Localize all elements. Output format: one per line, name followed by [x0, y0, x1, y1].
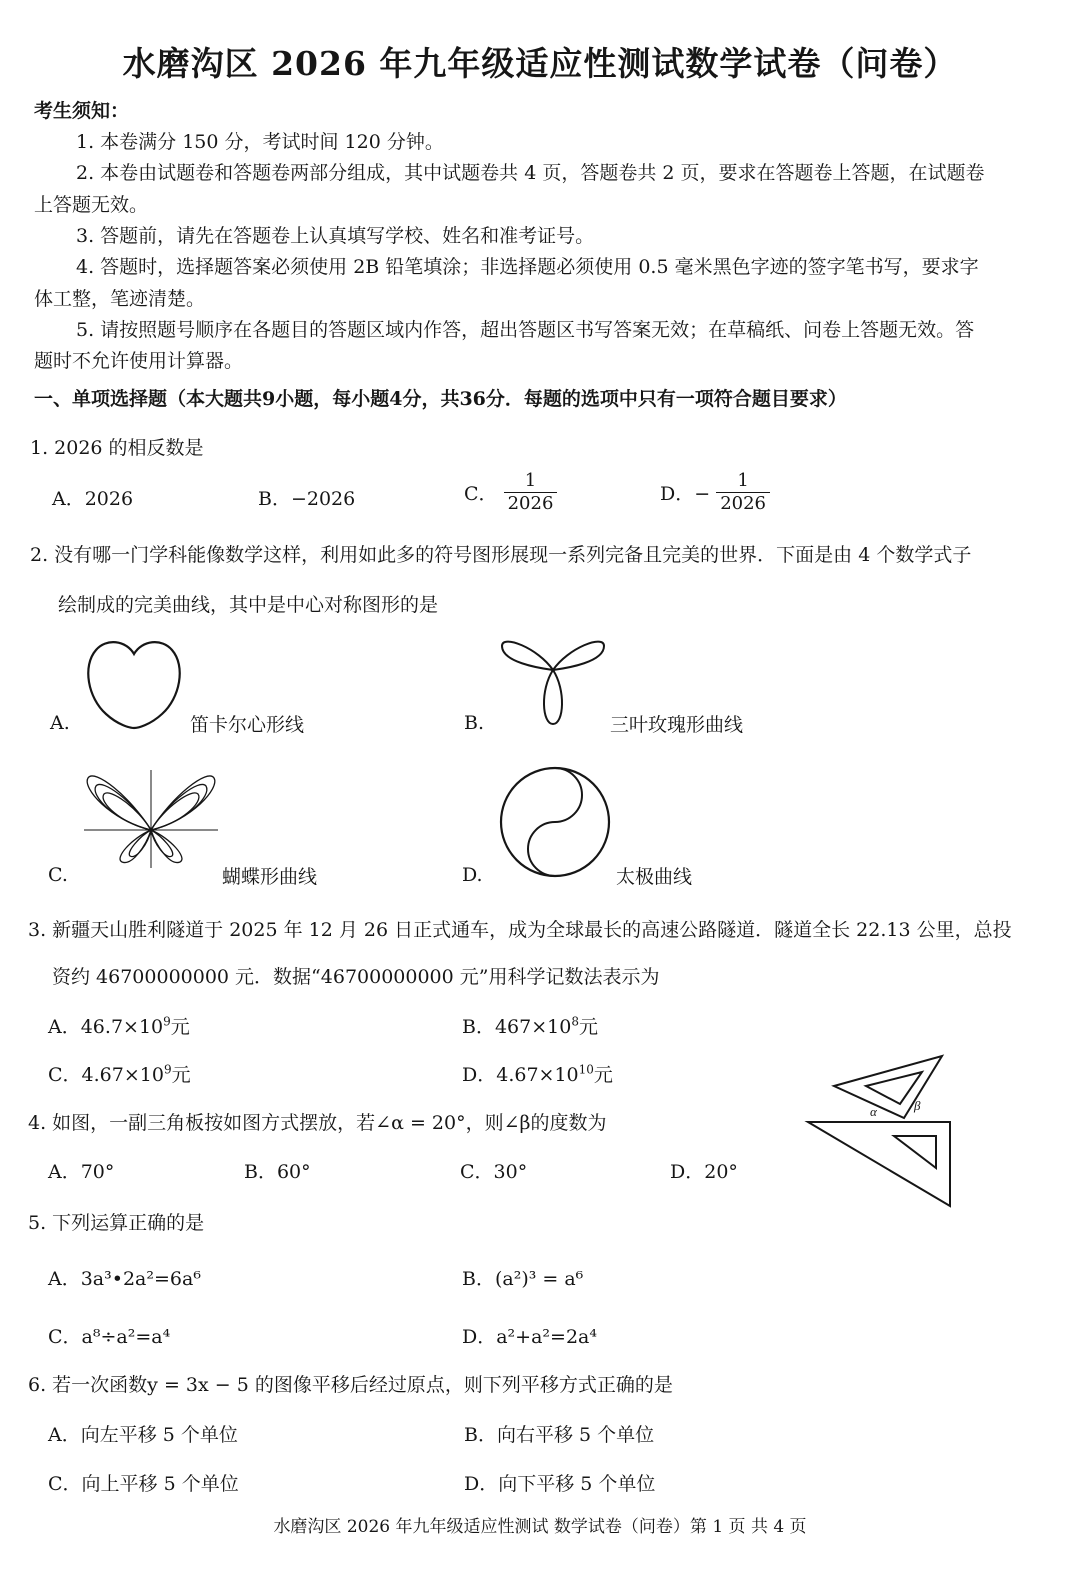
q6-option-a: A．向左平移 5 个单位 [48, 1424, 238, 1446]
page-footer: 水磨沟区 2026 年九年级适应性测试 数学试卷（问卷）第 1 页 共 4 页 [273, 1517, 807, 1537]
q2-option-a-name: 笛卡尔心形线 [190, 714, 305, 736]
notice-item: 5. 请按照题号顺序在各题目的答题区域内作答，超出答题区书写答案无效；在草稿纸、问卷上答题无效。答 [76, 319, 975, 341]
cardioid-figure [84, 636, 184, 731]
question-5-stem: 5. 下列运算正确的是 [28, 1212, 205, 1234]
q4-option-b: B．60° [244, 1161, 311, 1183]
notice-item: 4. 答题时，选择题答案必须使用 2B 铅笔填涂；非选择题必须使用 0.5 毫米黑色字迹的签字笔书写，要求字 [76, 256, 979, 278]
notice-item: 3. 答题前，请先在答题卷上认真填写学校、姓名和准考证号。 [76, 225, 595, 247]
notice-item: 2. 本卷由试题卷和答题卷两部分组成，其中试题卷共 4 页，答题卷共 2 页，要求在答题卷上答题，在试题卷 [76, 162, 985, 184]
q5-option-d: D．a²+a²=2a⁴ [462, 1326, 597, 1348]
q4-option-d: D．20° [670, 1161, 738, 1183]
question-3-stem-cont: 资约 46700000000 元．数据“46700000000 元”用科学记数法表示为 [52, 966, 660, 988]
notice-item: 1. 本卷满分 150 分，考试时间 120 分钟。 [76, 131, 444, 153]
question-4-stem: 4. 如图，一副三角板按如图方式摆放，若∠α = 20°，则∠β的度数为 [28, 1112, 607, 1134]
question-3-stem: 3. 新疆天山胜利隧道于 2025 年 12 月 26 日正式通车，成为全球最长的高速公路隧道．隧道全长 22.13 公里，总投 [28, 919, 1012, 941]
figure-beta-label: β [914, 1098, 921, 1113]
question-2-stem: 2. 没有哪一门学科能像数学这样，利用如此多的符号图形展现一系列完备且完美的世界．下面是由 4 个数学式子 [30, 544, 972, 566]
q4-option-a: A．70° [48, 1161, 115, 1183]
q4-option-c: C．30° [460, 1161, 528, 1183]
q2-option-c-name: 蝴蝶形曲线 [222, 866, 318, 888]
q2-option-a-label: A. [50, 712, 70, 734]
q1-option-b: B．−2026 [258, 488, 356, 510]
q1-option-c-label: C． [464, 483, 498, 505]
q6-option-b: B．向右平移 5 个单位 [464, 1424, 655, 1446]
q1-option-c-fraction: $\frac{1}{2026}$ [504, 470, 558, 515]
q3-option-c: C．$4.67\times 10^9$元 [48, 1062, 191, 1086]
q3-option-a: A．$46.7\times 10^9$元 [48, 1014, 190, 1038]
taiji-curve-figure [498, 765, 612, 879]
q1-option-d-label: D．− [660, 483, 711, 505]
q1-option-a: A．2026 [52, 488, 134, 510]
q1-option-d [660, 470, 770, 515]
q2-option-b-name: 三叶玫瑰形曲线 [610, 714, 744, 736]
butterfly-curve-figure [80, 766, 222, 870]
q1-option-c [464, 470, 557, 515]
question-1-stem: 1. 2026 的相反数是 [30, 437, 204, 459]
rose-curve-figure [498, 628, 610, 728]
q2-option-b-label: B. [464, 712, 485, 734]
figure-alpha-label: α [870, 1104, 877, 1119]
notice-heading: 考生须知： [34, 100, 130, 122]
q2-option-d-name: 太极曲线 [616, 866, 693, 888]
q1-option-d-fraction: $\frac{1}{2026}$ [716, 470, 770, 515]
question-6-stem: 6. 若一次函数y = 3x − 5 的图像平移后经过原点，则下列平移方式正确的是 [28, 1374, 673, 1396]
question-2-stem-cont: 绘制成的完美曲线，其中是中心对称图形的是 [58, 594, 439, 616]
q5-option-a: A．3a³•2a²=6a⁶ [48, 1268, 201, 1290]
q6-option-d: D．向下平移 5 个单位 [464, 1473, 656, 1495]
q5-option-b: B．(a²)³ = a⁶ [462, 1268, 584, 1290]
q3-option-b: B．$467\times 10^8$元 [462, 1014, 598, 1038]
q2-option-c-label: C. [48, 864, 68, 886]
section-heading: 一、单项选择题（本大题共9小题，每小题4分，共36分．每题的选项中只有一项符合题目要求） [34, 388, 847, 410]
set-square-figure [804, 1050, 954, 1210]
q6-option-c: C．向上平移 5 个单位 [48, 1473, 239, 1495]
notice-item: 体工整，笔迹清楚。 [34, 288, 206, 310]
page-title: 水磨沟区 2026 年九年级适应性测试数学试卷（问卷） [122, 44, 958, 83]
q2-option-d-label: D. [462, 864, 483, 886]
q5-option-c: C．a⁸÷a²=a⁴ [48, 1326, 171, 1348]
q3-option-d: D．$4.67\times 10^{10}$元 [462, 1062, 613, 1086]
notice-item: 题时不允许使用计算器。 [34, 350, 244, 372]
notice-item: 上答题无效。 [34, 194, 149, 216]
